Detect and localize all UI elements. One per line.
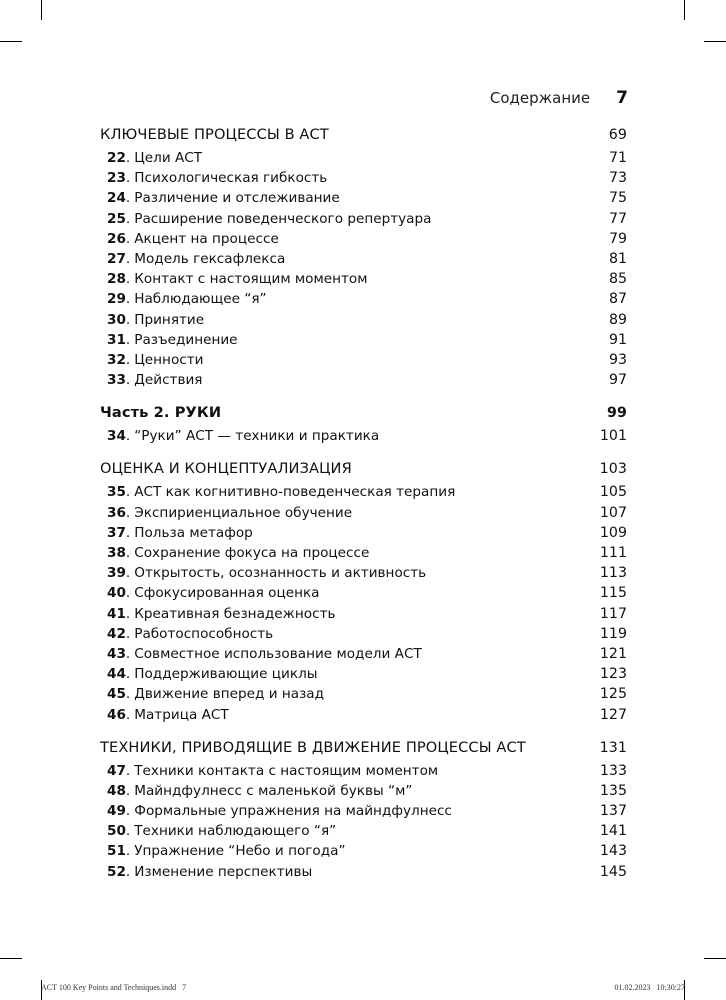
entry-label — [107, 646, 422, 662]
entry-number-dot: . — [125, 428, 131, 445]
entry-label — [107, 231, 279, 247]
running-head — [490, 88, 628, 108]
toc-entry[interactable] — [100, 372, 627, 392]
entry-number-dot: . — [125, 666, 131, 683]
entry-number: 52 — [107, 863, 126, 880]
entry-number: 38 — [107, 545, 126, 561]
toc-entry[interactable] — [100, 864, 627, 884]
entry-number-dot: . — [125, 271, 131, 288]
entry-number-dot: . — [125, 291, 131, 308]
entry-label — [107, 372, 202, 388]
entry-title: Расширение поведенческого репертуара — [134, 210, 432, 227]
toc-section — [100, 739, 627, 884]
crop-mark — [704, 958, 726, 959]
entry-number: 46 — [107, 706, 126, 723]
entry-number: 23 — [107, 170, 126, 187]
entry-number-dot: . — [125, 150, 131, 166]
section-title: ОЦЕНКА И КОНЦЕПТУАЛИЗАЦИЯ — [100, 460, 352, 478]
toc-entry[interactable] — [100, 783, 627, 803]
entry-page-number: 97 — [608, 372, 627, 389]
entry-label — [107, 332, 238, 348]
toc-entry[interactable] — [100, 626, 627, 646]
entry-label — [107, 565, 426, 581]
toc-entry[interactable] — [100, 565, 627, 585]
toc-entry[interactable] — [100, 763, 627, 783]
entry-page-number: 121 — [599, 645, 627, 662]
entry-number: 45 — [107, 686, 126, 703]
entry-number-dot: . — [125, 706, 131, 723]
entry-label — [107, 484, 455, 500]
entry-number-dot: . — [125, 170, 131, 187]
entry-label — [107, 823, 336, 839]
entry-title: Формальные упражнения на майндфулнесс — [134, 803, 452, 820]
entry-title: Работоспособность — [134, 625, 274, 642]
entry-label — [107, 525, 253, 541]
entry-title: Модель гексафлекса — [134, 250, 286, 267]
entry-label — [107, 763, 438, 779]
entry-number-dot: . — [125, 823, 131, 840]
entry-label — [107, 606, 336, 622]
entry-number-dot: . — [125, 210, 131, 227]
entry-title: Психологическая гибкость — [134, 170, 328, 187]
toc-entry[interactable] — [100, 150, 627, 170]
entry-page-number: 141 — [599, 823, 627, 840]
entry-label — [107, 666, 318, 682]
entry-title: Цели АСТ — [134, 150, 203, 166]
entry-page-number: 109 — [599, 524, 627, 541]
entry-page-number: 87 — [608, 291, 627, 308]
entry-label — [107, 585, 320, 601]
entry-number: 47 — [107, 762, 126, 779]
entry-label — [107, 251, 285, 267]
entry-page-number: 105 — [599, 484, 627, 501]
entry-number: 34 — [107, 428, 126, 445]
entry-page-number: 117 — [599, 605, 627, 622]
entry-number-dot: . — [125, 545, 131, 561]
entry-label — [107, 686, 324, 702]
entry-number-dot: . — [125, 565, 131, 582]
entry-page-number: 79 — [608, 230, 627, 247]
section-page-number: 99 — [607, 405, 627, 422]
entry-number: 25 — [107, 210, 126, 227]
entry-number: 37 — [107, 524, 126, 541]
toc-entry[interactable] — [100, 666, 627, 686]
entry-number-dot: . — [125, 230, 131, 247]
toc-entry[interactable] — [100, 686, 627, 706]
entry-label — [107, 626, 273, 642]
entry-title: Упражнение “Небо и погода” — [134, 843, 346, 860]
entry-page-number: 137 — [599, 803, 627, 820]
entry-title: Креативная безнадежность — [134, 605, 336, 622]
entry-number-dot: . — [125, 524, 131, 541]
toc-section-heading[interactable] — [100, 739, 627, 763]
toc-entry[interactable] — [100, 231, 627, 251]
entry-title: АСТ как когнитивно-поведенческая терапия — [134, 484, 456, 501]
toc-entry[interactable] — [100, 211, 627, 231]
entry-title: Движение вперед и назад — [134, 686, 325, 703]
section-page-number: 103 — [599, 461, 627, 478]
toc-section — [100, 460, 627, 726]
entry-number: 29 — [107, 291, 126, 308]
entry-page-number: 71 — [608, 150, 627, 166]
entry-number-dot: . — [125, 190, 131, 207]
entry-page-number: 77 — [608, 210, 627, 227]
entry-number: 24 — [107, 190, 126, 207]
entry-number-dot: . — [125, 645, 131, 662]
toc-entry[interactable] — [100, 545, 627, 565]
entry-number-dot: . — [125, 372, 131, 389]
entry-number: 28 — [107, 271, 126, 288]
entry-number: 26 — [107, 230, 126, 247]
entry-title: Польза метафор — [134, 524, 253, 541]
entry-title: Действия — [134, 372, 203, 389]
entry-number: 43 — [107, 645, 126, 662]
crop-mark — [704, 41, 726, 42]
entry-number-dot: . — [125, 803, 131, 820]
entry-number: 35 — [107, 484, 126, 501]
print-footer — [41, 983, 685, 992]
entry-label — [107, 803, 452, 819]
entry-number-dot: . — [125, 605, 131, 622]
entry-number-dot: . — [125, 782, 131, 799]
toc-entry[interactable] — [100, 585, 627, 605]
entry-number: 27 — [107, 250, 126, 267]
entry-title: Контакт с настоящим моментом — [134, 271, 368, 288]
entry-title: Акцент на процессе — [134, 230, 279, 247]
entry-page-number: 107 — [599, 504, 627, 521]
entry-title: Наблюдающее “я” — [134, 291, 267, 308]
toc-section — [100, 126, 627, 392]
entry-number: 48 — [107, 782, 126, 799]
entry-label — [107, 170, 327, 186]
section-title: ТЕХНИКИ, ПРИВОДЯЩИЕ В ДВИЖЕНИЕ ПРОЦЕССЫ АСТ — [100, 738, 526, 756]
section-title: КЛЮЧЕВЫЕ ПРОЦЕССЫ В АСТ — [100, 126, 329, 143]
entry-label — [107, 707, 229, 723]
toc-entry[interactable] — [100, 251, 627, 271]
entry-label — [107, 211, 431, 227]
crop-mark — [0, 958, 22, 959]
entry-page-number: 93 — [608, 351, 627, 368]
entry-title: Ценности — [134, 351, 204, 368]
entry-page-number: 143 — [599, 843, 627, 860]
entry-page-number: 135 — [599, 782, 627, 799]
entry-page-number: 119 — [599, 625, 627, 642]
entry-number: 22 — [107, 150, 126, 166]
toc-entry[interactable] — [100, 312, 627, 332]
entry-number: 33 — [107, 372, 126, 389]
entry-label — [107, 312, 204, 328]
entry-page-number: 81 — [608, 250, 627, 267]
entry-page-number: 133 — [599, 762, 627, 779]
entry-number: 49 — [107, 803, 126, 820]
toc-entry[interactable] — [100, 843, 627, 863]
entry-title: Разъединение — [134, 331, 238, 348]
section-page-number: 69 — [608, 127, 627, 143]
entry-title: Совместное использование модели АСТ — [134, 645, 422, 662]
entry-number: 42 — [107, 625, 126, 642]
entry-label — [107, 150, 202, 166]
toc-entry[interactable] — [100, 525, 627, 545]
entry-title: “Руки” АСТ — техники и практика — [134, 428, 380, 445]
crop-mark — [41, 0, 42, 20]
entry-number: 40 — [107, 585, 126, 602]
entry-label — [107, 505, 352, 521]
entry-page-number: 101 — [599, 428, 627, 445]
entry-page-number: 125 — [599, 686, 627, 703]
entry-label — [107, 843, 346, 859]
toc-entry[interactable] — [100, 823, 627, 843]
entry-number: 39 — [107, 565, 126, 582]
entry-page-number: 145 — [599, 863, 627, 880]
toc-entry[interactable] — [100, 484, 627, 504]
entry-number-dot: . — [125, 504, 131, 521]
entry-number: 44 — [107, 666, 126, 683]
entry-title: Изменение перспективы — [134, 863, 313, 880]
entry-page-number: 73 — [608, 170, 627, 187]
table-of-contents — [100, 126, 627, 896]
entry-title: Сфокусированная оценка — [134, 585, 320, 602]
toc-entry[interactable] — [100, 291, 627, 311]
entry-label — [107, 864, 312, 880]
toc-section — [100, 404, 627, 448]
entry-page-number: 111 — [599, 545, 627, 561]
toc-section-heading[interactable] — [100, 460, 627, 484]
crop-mark — [0, 41, 22, 42]
running-head-title: Содержание — [489, 89, 591, 107]
entry-label — [107, 783, 412, 799]
entry-number: 31 — [107, 331, 126, 348]
toc-entry[interactable] — [100, 332, 627, 352]
entry-label — [107, 428, 379, 444]
entry-number: 50 — [107, 823, 126, 840]
entry-page-number: 85 — [608, 271, 627, 288]
entry-number-dot: . — [125, 331, 131, 348]
entry-number-dot: . — [125, 585, 131, 602]
entry-title: Матрица АСТ — [134, 706, 229, 723]
entry-number-dot: . — [125, 484, 131, 501]
toc-entry[interactable] — [100, 271, 627, 291]
entry-page-number: 115 — [599, 585, 627, 602]
entry-page-number: 89 — [608, 311, 627, 328]
entry-title: Экспириенциальное обучение — [134, 504, 353, 521]
entry-number-dot: . — [125, 843, 131, 860]
entry-number: 51 — [107, 843, 126, 860]
entry-number-dot: . — [125, 351, 131, 368]
entry-title: Сохранение фокуса на процессе — [134, 545, 370, 561]
toc-entry[interactable] — [100, 606, 627, 626]
toc-section-heading[interactable] — [100, 404, 627, 428]
entry-title: Техники наблюдающего “я” — [134, 823, 337, 840]
entry-label — [107, 271, 368, 287]
section-page-number: 131 — [599, 739, 627, 756]
entry-page-number: 91 — [608, 331, 627, 348]
entry-page-number: 75 — [608, 190, 627, 207]
entry-number-dot: . — [125, 863, 131, 880]
entry-title: Техники контакта с настоящим моментом — [134, 762, 439, 779]
section-title: Часть 2. РУКИ — [100, 404, 222, 422]
entry-page-number: 123 — [599, 666, 627, 683]
entry-number-dot: . — [125, 686, 131, 703]
entry-title: Поддерживающие циклы — [134, 666, 318, 683]
footer-filename: ACT 100 Key Points and Techniques.indd 7 — [41, 983, 187, 992]
toc-section-heading[interactable] — [100, 126, 627, 150]
toc-entry[interactable] — [100, 428, 627, 448]
entry-number-dot: . — [125, 311, 131, 328]
page-number: 7 — [616, 88, 628, 108]
toc-entry[interactable] — [100, 352, 627, 372]
entry-number: 41 — [107, 605, 126, 622]
entry-number: 32 — [107, 351, 126, 368]
entry-number-dot: . — [125, 250, 131, 267]
toc-entry[interactable] — [100, 505, 627, 525]
entry-title: Открытость, осознанность и активность — [134, 565, 427, 582]
entry-number-dot: . — [125, 625, 131, 642]
toc-entry[interactable] — [100, 170, 627, 190]
crop-mark — [684, 0, 685, 20]
toc-entry[interactable] — [100, 646, 627, 666]
toc-entry[interactable] — [100, 803, 627, 823]
entry-label — [107, 352, 204, 368]
entry-number: 36 — [107, 504, 126, 521]
entry-label — [107, 190, 340, 206]
footer-timestamp: 01.02.2023 10:30:27 — [614, 983, 685, 992]
entry-label — [107, 291, 267, 307]
toc-entry[interactable] — [100, 707, 627, 727]
entry-title: Различение и отслеживание — [134, 190, 340, 207]
entry-page-number: 127 — [599, 706, 627, 723]
entry-title: Майндфулнесс с маленькой буквы “м” — [134, 782, 413, 799]
entry-number: 30 — [107, 311, 126, 328]
entry-title: Принятие — [134, 311, 205, 328]
entry-page-number: 113 — [599, 565, 627, 582]
entry-number-dot: . — [125, 762, 131, 779]
toc-entry[interactable] — [100, 190, 627, 210]
entry-label — [107, 545, 369, 561]
